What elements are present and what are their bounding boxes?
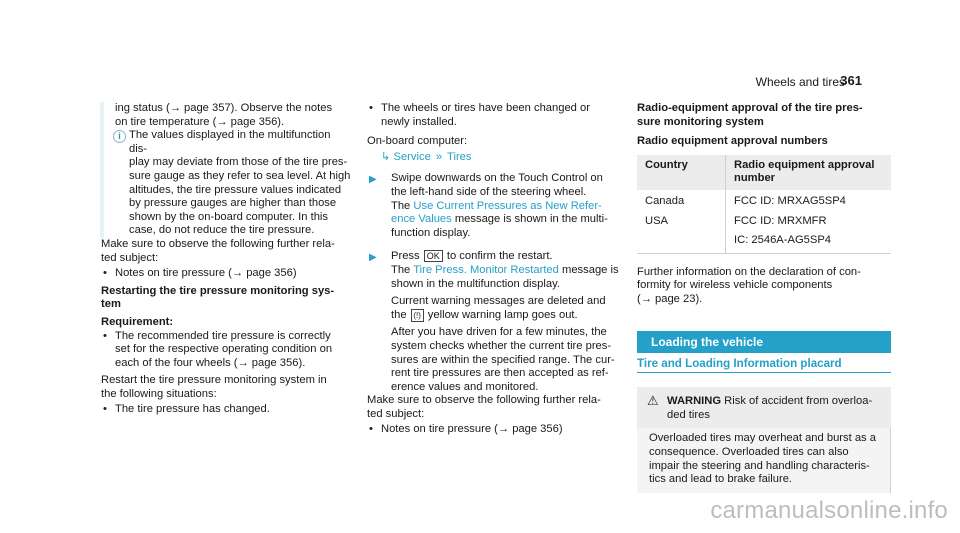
display-message: Tire Press. Monitor Restarted xyxy=(413,263,559,276)
path-tires[interactable]: Tires xyxy=(447,150,472,163)
triangle-arrow-icon: ▶ xyxy=(369,252,377,264)
column-right xyxy=(637,102,891,493)
situation-text: The tire pressure has changed. xyxy=(115,403,270,416)
further-line: formity for wireless vehicle components xyxy=(637,279,833,292)
list-item xyxy=(367,423,622,437)
tire-pressure-link[interactable]: Notes on tire pressure (→ page 356) xyxy=(381,423,563,436)
step-line: After you have driven for a few minutes, the xyxy=(391,326,607,339)
section-title-bar: Loading the vehicle xyxy=(637,331,891,353)
approval-number: FCC ID: MRXAG5SP4 xyxy=(734,194,846,207)
list-item xyxy=(101,267,351,281)
info-icon: i xyxy=(113,130,126,143)
onboard-label: On-board computer: xyxy=(367,135,468,148)
warning-body-line: tics and lead to brake failure. xyxy=(649,473,793,486)
section-heading xyxy=(637,102,891,129)
table-header-row xyxy=(637,155,891,190)
step-line: erence values and monitored. xyxy=(391,380,539,393)
warning-label: WARNING xyxy=(667,395,722,408)
path-service[interactable]: Service xyxy=(393,150,431,163)
text: The xyxy=(391,263,414,276)
observe-text: Make sure to observe the following further rela- xyxy=(101,237,335,250)
country: Canada xyxy=(645,194,685,207)
warning-body-line: Overloaded tires may overheat and burst as a xyxy=(649,432,876,445)
requirement-label: Requirement: xyxy=(101,315,174,328)
list-item xyxy=(101,403,351,417)
note-line: The values displayed in the multifunction dis- xyxy=(129,129,331,155)
heading-line: tem xyxy=(101,298,121,311)
observe-text: ted subject: xyxy=(101,251,159,264)
text: The xyxy=(391,199,414,212)
step-line: Current warning messages are deleted and xyxy=(391,295,606,308)
warning-body-line: impair the steering and handling characteris- xyxy=(649,459,870,472)
approval-number: IC: 2546A-AG5SP4 xyxy=(734,234,832,247)
further-info xyxy=(637,266,891,307)
triangle-arrow-icon: ▶ xyxy=(369,174,377,186)
display-message: ence Values xyxy=(391,213,452,226)
note-block xyxy=(100,102,351,238)
radio-approval-table xyxy=(637,155,891,254)
text: the xyxy=(391,308,410,321)
step-line: sures are within the specified range. The cur- xyxy=(391,353,615,366)
list-item xyxy=(101,330,351,371)
tire-pressure-link[interactable]: Notes on tire pressure (→ page 356) xyxy=(115,267,297,280)
double-chevron-icon: » xyxy=(435,150,443,163)
number-cell xyxy=(726,190,892,253)
step-line: the left-hand side of the steering wheel. xyxy=(391,185,587,198)
bullet-line: The wheels or tires have been changed or xyxy=(381,102,590,114)
column-header: Radio equipment approval number xyxy=(726,155,892,190)
bullet-icon: • xyxy=(103,267,107,280)
step-line xyxy=(391,213,622,227)
req-line: The recommended tire pressure is correctly xyxy=(115,329,331,342)
table-title: Radio equipment approval numbers xyxy=(637,135,828,148)
text: Press xyxy=(391,250,423,263)
note-line: shown by the on-board computer. In this xyxy=(129,210,329,223)
text: Risk of accident from overloa- xyxy=(721,395,873,408)
return-arrow-icon: ↳ xyxy=(381,150,391,163)
restart-text: Restart the tire pressure monitoring system in xyxy=(101,374,327,387)
heading-line: sure monitoring system xyxy=(637,115,764,128)
warning-box xyxy=(637,387,891,493)
further-line: Further information on the declaration of con- xyxy=(637,265,861,278)
page-number: 361 xyxy=(840,73,862,88)
ok-key-icon: OK xyxy=(424,250,443,262)
restart-text: the following situations: xyxy=(101,387,217,400)
text: yellow warning lamp goes out. xyxy=(424,308,578,321)
column-header: Country xyxy=(637,155,726,190)
note-line: altitudes, the tire pressure values indicated xyxy=(129,183,342,196)
table-row xyxy=(637,190,891,253)
text: to confirm the restart. xyxy=(443,250,553,263)
step-line: system checks whether the current tire pres- xyxy=(391,339,612,352)
heading-line: Radio-equipment approval of the tire pres- xyxy=(637,102,863,114)
step-line xyxy=(391,309,622,323)
text: message is shown in the multi- xyxy=(451,213,608,226)
warning-line xyxy=(667,395,883,409)
step-line xyxy=(391,200,622,214)
column-middle xyxy=(367,102,622,437)
warning-triangle-icon: ⚠ xyxy=(647,393,659,409)
step-line: function display. xyxy=(391,226,471,239)
step-line: shown in the multifunction display. xyxy=(391,277,560,290)
step-press xyxy=(367,250,622,394)
bullet-line: newly installed. xyxy=(381,115,457,128)
list-item xyxy=(367,102,622,129)
warning-body xyxy=(637,428,891,492)
step-line xyxy=(391,250,622,264)
step-line: rent tire pressures are then accepted as ref- xyxy=(391,367,609,380)
step-line xyxy=(391,264,622,278)
step-line: Swipe downwards on the Touch Control on xyxy=(391,172,603,185)
warning-header xyxy=(637,387,891,428)
running-header-title: Wheels and tires xyxy=(755,75,845,89)
subsection-title: Tire and Loading Information placard xyxy=(637,357,891,374)
warning-line: ded tires xyxy=(667,408,710,421)
req-line: each of the four wheels (→ page 356). xyxy=(115,356,306,369)
bullet-icon: • xyxy=(369,423,373,436)
column-left xyxy=(101,102,351,417)
note-line: play may deviate from those of the tire pres- xyxy=(129,156,348,169)
tire-warning-lamp-icon: (!) xyxy=(411,309,424,322)
heading-line: Restarting the tire pressure monitoring sys- xyxy=(101,284,335,297)
warning-body-line: consequence. Overloaded tires can also xyxy=(649,445,849,458)
observe-text: ted subject: xyxy=(367,407,425,420)
approval-number: FCC ID: MRXMFR xyxy=(734,214,827,227)
country: USA xyxy=(645,214,669,227)
further-line: (→ page 23). xyxy=(637,292,703,305)
section-heading xyxy=(101,285,351,312)
step-swipe xyxy=(367,172,622,240)
country-cell xyxy=(637,190,726,253)
req-line: set for the respective operating condition on xyxy=(115,343,333,356)
observe-text: Make sure to observe the following further rela- xyxy=(367,394,601,407)
note-line: by pressure gauges are higher than those xyxy=(129,197,337,210)
note-line: sure gauge as they refer to sea level. At high xyxy=(129,169,351,182)
bullet-icon: • xyxy=(369,102,373,114)
display-message: Use Current Pressures as New Refer- xyxy=(413,199,602,212)
menu-path xyxy=(381,151,622,165)
text: message is xyxy=(558,263,619,276)
note-row xyxy=(115,129,351,238)
note-cont-line: ing status (→ page 357). Observe the notes xyxy=(115,102,333,114)
bullet-icon: • xyxy=(103,403,107,416)
note-line: case, do not reduce the tire pressure. xyxy=(129,224,315,237)
watermark: carmanualsonline.info xyxy=(710,497,948,524)
note-cont-line: on tire temperature (→ page 356). xyxy=(115,115,285,128)
bullet-icon: • xyxy=(103,329,107,342)
